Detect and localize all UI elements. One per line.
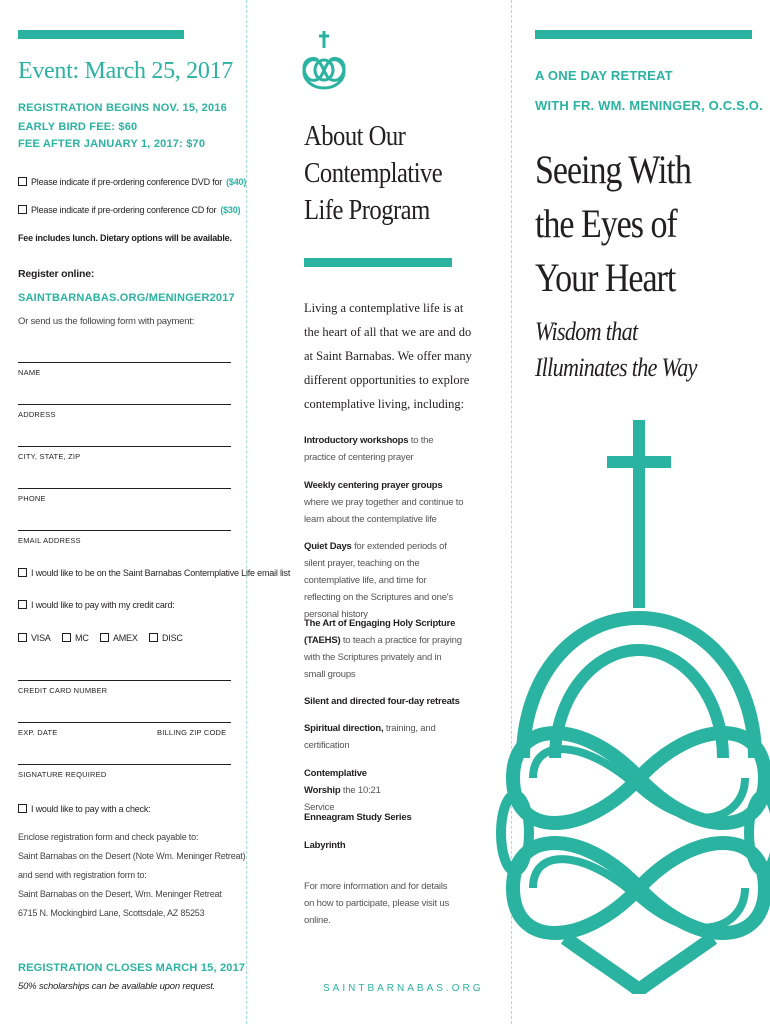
- signature-label: SIGNATURE REQUIRED: [18, 770, 107, 779]
- city-label: CITY, STATE, ZIP: [18, 452, 81, 461]
- program-desc: to teach a practice for praying with the Scriptures privately and in small groups: [304, 635, 462, 680]
- email-label: EMAIL ADDRESS: [18, 536, 81, 545]
- program-desc: to the practice of centering prayer: [304, 435, 434, 463]
- program-item: [304, 477, 464, 528]
- middle-divider-bar: [304, 258, 452, 267]
- dvd-text: Please indicate if pre-ordering conference DVD for: [31, 177, 223, 187]
- dvd-option: [18, 177, 246, 187]
- pay-card-text: I would like to pay with my credit card:: [31, 600, 175, 610]
- program-title: Contemplative Worship: [304, 768, 367, 796]
- exp-date-field[interactable]: [18, 722, 231, 723]
- visa-checkbox[interactable]: [18, 633, 27, 642]
- program-title: Quiet Days: [304, 541, 352, 552]
- event-date-heading: Event: March 25, 2017: [18, 58, 233, 84]
- program-title: Enneagram Study Series: [304, 812, 412, 823]
- program-title: Silent and directed four-day retreats: [304, 696, 460, 707]
- phone-label: PHONE: [18, 494, 46, 503]
- city-field[interactable]: [18, 446, 231, 447]
- email-list-option: [18, 568, 290, 578]
- fee-after: FEE AFTER JANUARY 1, 2017: $70: [18, 138, 206, 150]
- program-item: [304, 693, 464, 710]
- program-item: [304, 432, 464, 466]
- card-types: [18, 633, 248, 643]
- program-item: [304, 837, 464, 854]
- email-field[interactable]: [18, 530, 231, 531]
- email-list-checkbox[interactable]: [18, 568, 27, 577]
- mc-checkbox[interactable]: [62, 633, 71, 642]
- amex-checkbox[interactable]: [100, 633, 109, 642]
- card-mc: MC: [75, 633, 89, 643]
- program-desc: for extended periods of silent prayer, teaching on the contemplative life, and time for reflecting on the Scriptures and one's personal history: [304, 541, 453, 620]
- program-desc: training, and certification: [304, 723, 436, 751]
- program-title: Spiritual direction,: [304, 723, 384, 734]
- pay-check-text: I would like to pay with a check:: [31, 804, 151, 814]
- card-number-label: CREDIT CARD NUMBER: [18, 686, 108, 695]
- left-top-bar: [18, 30, 184, 39]
- cd-option: [18, 205, 240, 215]
- fold-line-left: [246, 0, 247, 1024]
- main-title: Seeing With the Eyes of Your Heart: [535, 147, 691, 300]
- retreat-line-2: WITH FR. WM. MENINGER, O.C.S.O.: [535, 98, 763, 113]
- payee-text: Saint Barnabas on the Desert (Note Wm. Meninger Retreat): [18, 851, 246, 861]
- scholarships-note: 50% scholarships can be available upon request.: [18, 981, 216, 992]
- pay-check-option: [18, 804, 150, 814]
- registration-closes: REGISTRATION CLOSES MARCH 15, 2017: [18, 962, 246, 974]
- disc-checkbox[interactable]: [149, 633, 158, 642]
- address-label: ADDRESS: [18, 410, 56, 419]
- program-desc: where we pray together and continue to learn about the contemplative life: [304, 497, 464, 525]
- send-with-text: and send with registration form to:: [18, 870, 147, 880]
- enclose-text: Enclose registration form and check payable to:: [18, 832, 199, 842]
- phone-field[interactable]: [18, 488, 231, 489]
- register-url-link[interactable]: SAINTBARNABAS.ORG/MENINGER2017: [18, 292, 235, 304]
- main-subtitle: Wisdom that Illuminates the Way: [535, 317, 697, 382]
- register-online-label: Register online:: [18, 268, 95, 280]
- program-title: Introductory workshops: [304, 435, 409, 446]
- send-form-note: Or send us the following form with payment:: [18, 316, 195, 327]
- more-info-note: For more information and for details on how to participate, please visit us online.: [304, 881, 450, 926]
- mailing-instructions: [18, 828, 245, 923]
- lunch-note: Fee includes lunch. Dietary options will be available.: [18, 233, 232, 243]
- website-link[interactable]: SAINTBARNABAS.ORG: [323, 983, 484, 994]
- cd-price: ($30): [220, 205, 241, 215]
- intro-paragraph: Living a contemplative life is at the heart of all that we are and do at Saint Barnabas. We offer many different opportunities to explore contemplative living, including:: [304, 301, 472, 411]
- dvd-price: ($40): [226, 177, 247, 187]
- program-item: [304, 809, 464, 826]
- card-amex: AMEX: [112, 633, 138, 643]
- exp-date-label: EXP. DATE: [18, 728, 58, 737]
- card-number-field[interactable]: [18, 680, 231, 681]
- signature-field[interactable]: [18, 764, 231, 765]
- program-title: The Art of Engaging Holy Scripture (TAEHS): [304, 618, 456, 646]
- program-item: [304, 615, 464, 683]
- address-field[interactable]: [18, 404, 231, 405]
- name-label: NAME: [18, 368, 41, 377]
- name-field[interactable]: [18, 362, 231, 363]
- program-item: [304, 720, 464, 754]
- program-item: [304, 538, 464, 623]
- program-title: Labyrinth: [304, 840, 346, 851]
- email-list-text: I would like to be on the Saint Barnabas Contemplative Life email list: [31, 568, 291, 578]
- cd-checkbox[interactable]: [18, 205, 27, 214]
- card-disc: DISC: [161, 633, 183, 643]
- right-top-bar: [535, 30, 752, 39]
- large-cross-knot-emblem: [493, 418, 770, 994]
- dvd-checkbox[interactable]: [18, 177, 27, 186]
- pay-check-checkbox[interactable]: [18, 804, 27, 813]
- retreat-line-1: A ONE DAY RETREAT: [535, 68, 673, 83]
- program-desc: the 10:21 Service: [304, 785, 381, 813]
- mail-name-text: Saint Barnabas on the Desert, Wm. Meninger Retreat: [18, 889, 222, 899]
- billing-zip-label: BILLING ZIP CODE: [157, 728, 227, 737]
- mail-address-text: 6715 N. Mockingbird Lane, Scottsdale, AZ 85253: [18, 908, 205, 918]
- cd-text: Please indicate if pre-ordering conference CD for: [31, 205, 217, 215]
- small-cross-knot-logo: [300, 30, 348, 94]
- about-heading: About Our Contemplative Life Program: [304, 121, 443, 226]
- card-visa: VISA: [31, 633, 51, 643]
- registration-begins: REGISTRATION BEGINS NOV. 15, 2016: [18, 102, 227, 114]
- pay-card-checkbox[interactable]: [18, 600, 27, 609]
- program-title: Weekly centering prayer groups: [304, 480, 443, 491]
- early-bird-fee: EARLY BIRD FEE: $60: [18, 121, 138, 133]
- pay-card-option: [18, 600, 175, 610]
